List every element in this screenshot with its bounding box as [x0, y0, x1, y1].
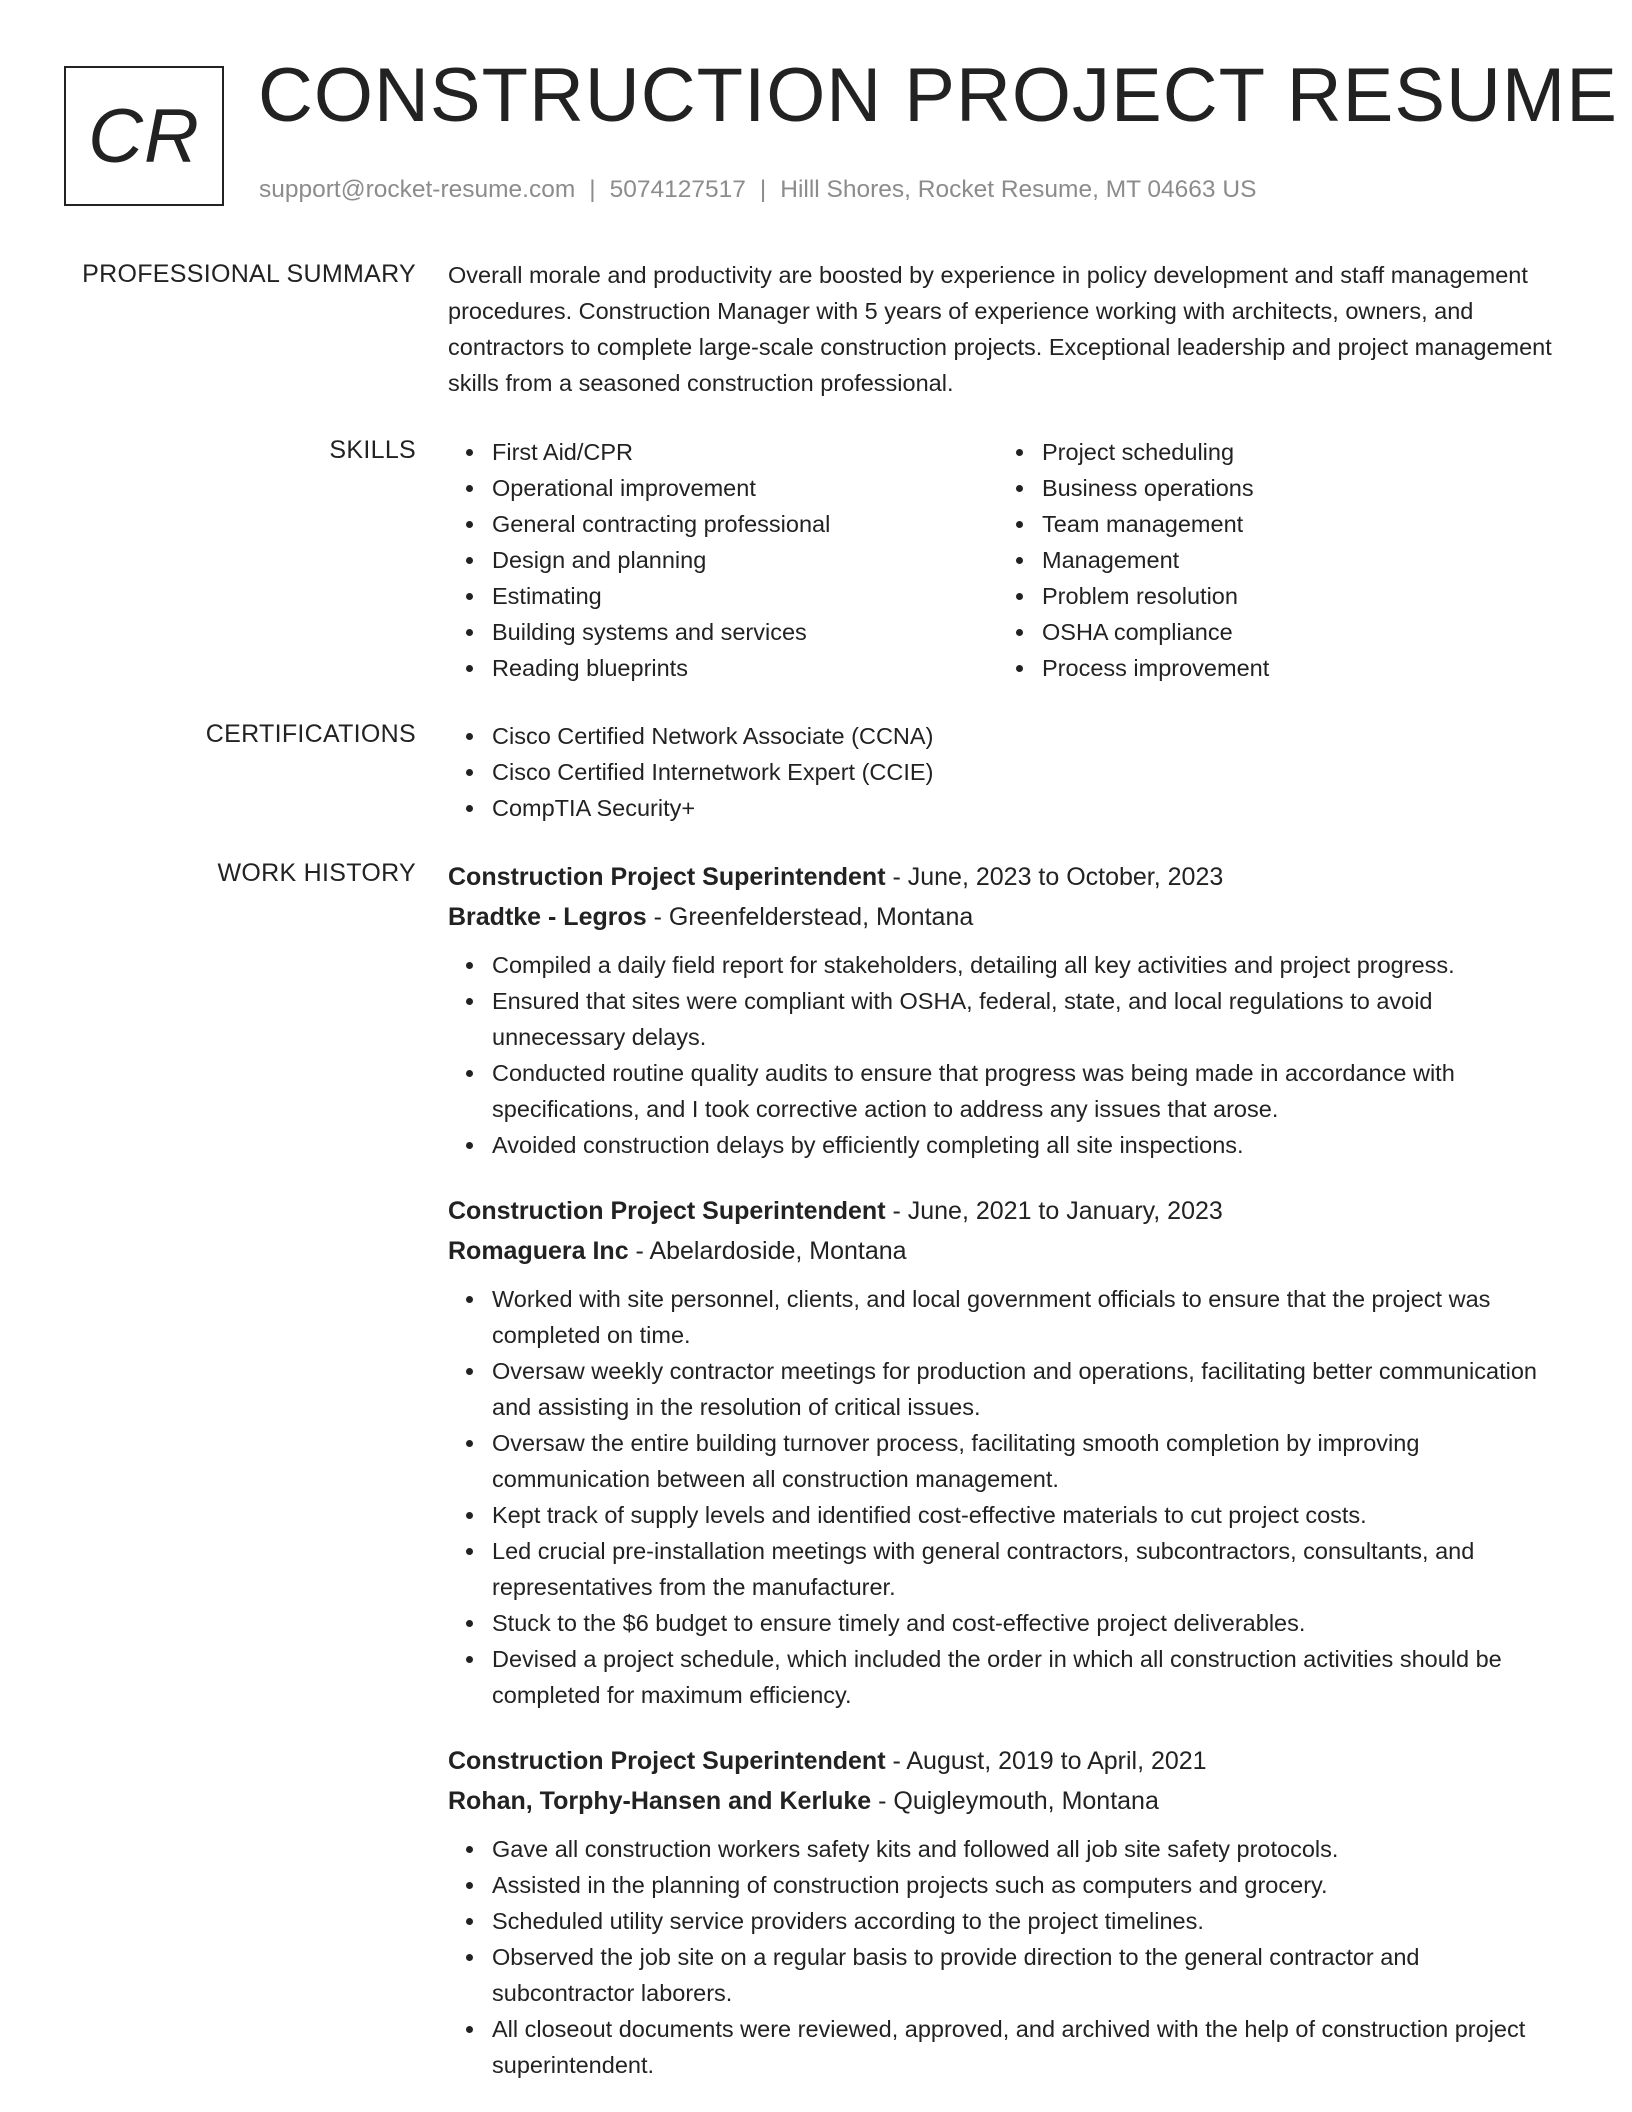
job-bullet: Conducted routine quality audits to ensure that progress was being made in accordance with specifications, and I took corrective action to address any issues that arose. — [448, 1055, 1568, 1127]
certification-item: Cisco Certified Internetwork Expert (CCIE) — [448, 754, 1568, 790]
job-company-line — [448, 1781, 1568, 1821]
job-dates: - August, 2019 to April, 2021 — [885, 1747, 1207, 1775]
job-company: Bradtke - Legros — [448, 903, 647, 931]
skill-item: Project scheduling — [998, 434, 1548, 470]
summary-text: Overall morale and productivity are boosted by experience in policy development and staff management procedures. Construction Manager with 5 years of experience working with architects, owners, and contractors to complete large-scale construction projects. Exceptional leadership and project management skills from a seasoned construction professional. — [448, 262, 1552, 396]
job-location: - Abelardoside, Montana — [628, 1237, 907, 1265]
certifications-section — [448, 718, 1568, 826]
job-dates: - June, 2021 to January, 2023 — [885, 1197, 1223, 1225]
skills-list-right — [998, 434, 1548, 686]
contact-line — [259, 176, 1256, 204]
job-title: Construction Project Superintendent — [448, 1747, 886, 1775]
certification-item: CompTIA Security+ — [448, 790, 1568, 826]
contact-separator: | — [589, 176, 596, 203]
resume-title: CONSTRUCTION PROJECT RESUME — [258, 53, 1618, 138]
skill-item: Building systems and services — [448, 614, 998, 650]
job-title: Construction Project Superintendent — [448, 1197, 886, 1225]
contact-address: Hilll Shores, Rocket Resume, MT 04663 US — [780, 176, 1257, 203]
job-entry — [448, 1191, 1568, 1713]
contact-email[interactable]: support@rocket-resume.com — [259, 176, 576, 203]
job-bullet: Scheduled utility service providers according to the project timelines. — [448, 1903, 1568, 1939]
certifications-heading: CERTIFICATIONS — [205, 720, 416, 748]
job-bullet: Worked with site personnel, clients, and local government officials to ensure that the project was completed on time. — [448, 1281, 1568, 1353]
job-company: Romaguera Inc — [448, 1237, 629, 1265]
job-dates: - June, 2023 to October, 2023 — [885, 863, 1224, 891]
job-company: Rohan, Torphy-Hansen and Kerluke — [448, 1787, 872, 1815]
skill-item: General contracting professional — [448, 506, 998, 542]
skill-item: Reading blueprints — [448, 650, 998, 686]
job-bullet: Kept track of supply levels and identified cost-effective materials to cut project costs. — [448, 1497, 1568, 1533]
skill-item: Management — [998, 542, 1548, 578]
skills-heading: SKILLS — [329, 436, 416, 464]
job-bullet: Devised a project schedule, which included the order in which all construction activities should be completed for maximum efficiency. — [448, 1641, 1568, 1713]
skill-item: Estimating — [448, 578, 998, 614]
job-bullet: Compiled a daily field report for stakeholders, detailing all key activities and project progress. — [448, 947, 1568, 983]
job-bullet: All closeout documents were reviewed, approved, and archived with the help of construction project superintendent. — [448, 2011, 1568, 2083]
contact-phone[interactable]: 5074127517 — [609, 176, 746, 203]
summary-heading: PROFESSIONAL SUMMARY — [82, 260, 416, 288]
job-bullets — [448, 947, 1568, 1163]
job-bullet: Ensured that sites were compliant with OSHA, federal, state, and local regulations to avoid unnecessary delays. — [448, 983, 1568, 1055]
job-bullet: Gave all construction workers safety kits and followed all job site safety protocols. — [448, 1831, 1568, 1867]
skill-item: First Aid/CPR — [448, 434, 998, 470]
skill-item: Design and planning — [448, 542, 998, 578]
job-location: - Quigleymouth, Montana — [871, 1787, 1159, 1815]
skill-item: Operational improvement — [448, 470, 998, 506]
job-location: - Greenfelderstead, Montana — [646, 903, 974, 931]
skill-item: Problem resolution — [998, 578, 1548, 614]
job-bullets — [448, 1831, 1568, 2083]
job-title-line — [448, 1741, 1568, 1781]
job-bullet: Observed the job site on a regular basis to provide direction to the general contractor and subcontractor laborers. — [448, 1939, 1568, 2011]
certification-item: Cisco Certified Network Associate (CCNA) — [448, 718, 1568, 754]
job-bullet: Avoided construction delays by efficiently completing all site inspections. — [448, 1127, 1568, 1163]
monogram-logo: CR — [64, 66, 224, 206]
contact-separator: | — [759, 176, 767, 203]
job-bullets — [448, 1281, 1568, 1713]
skills-section — [448, 434, 1568, 686]
job-company-line — [448, 897, 1568, 937]
job-bullet: Assisted in the planning of construction projects such as computers and grocery. — [448, 1867, 1568, 1903]
job-bullet: Oversaw the entire building turnover process, facilitating smooth completion by improving communication between all construction management. — [448, 1425, 1568, 1497]
job-bullet: Stuck to the $6 budget to ensure timely and cost-effective project deliverables. — [448, 1605, 1568, 1641]
skills-list-left — [448, 434, 998, 686]
job-entry — [448, 1741, 1568, 2083]
skill-item: Team management — [998, 506, 1548, 542]
job-title: Construction Project Superintendent — [448, 863, 886, 891]
certifications-list — [448, 718, 1568, 826]
skill-item: Business operations — [998, 470, 1548, 506]
work-history-section — [448, 857, 1568, 2111]
job-company-line — [448, 1231, 1568, 1271]
job-entry — [448, 857, 1568, 1163]
skill-item: Process improvement — [998, 650, 1548, 686]
work-history-heading: WORK HISTORY — [217, 859, 416, 887]
job-title-line — [448, 1191, 1568, 1231]
job-bullet: Led crucial pre-installation meetings with general contractors, subcontractors, consultants, and representatives from the manufacturer. — [448, 1533, 1568, 1605]
job-title-line — [448, 857, 1568, 897]
job-bullet: Oversaw weekly contractor meetings for production and operations, facilitating better communication and assisting in the resolution of critical issues. — [448, 1353, 1568, 1425]
skill-item: OSHA compliance — [998, 614, 1548, 650]
